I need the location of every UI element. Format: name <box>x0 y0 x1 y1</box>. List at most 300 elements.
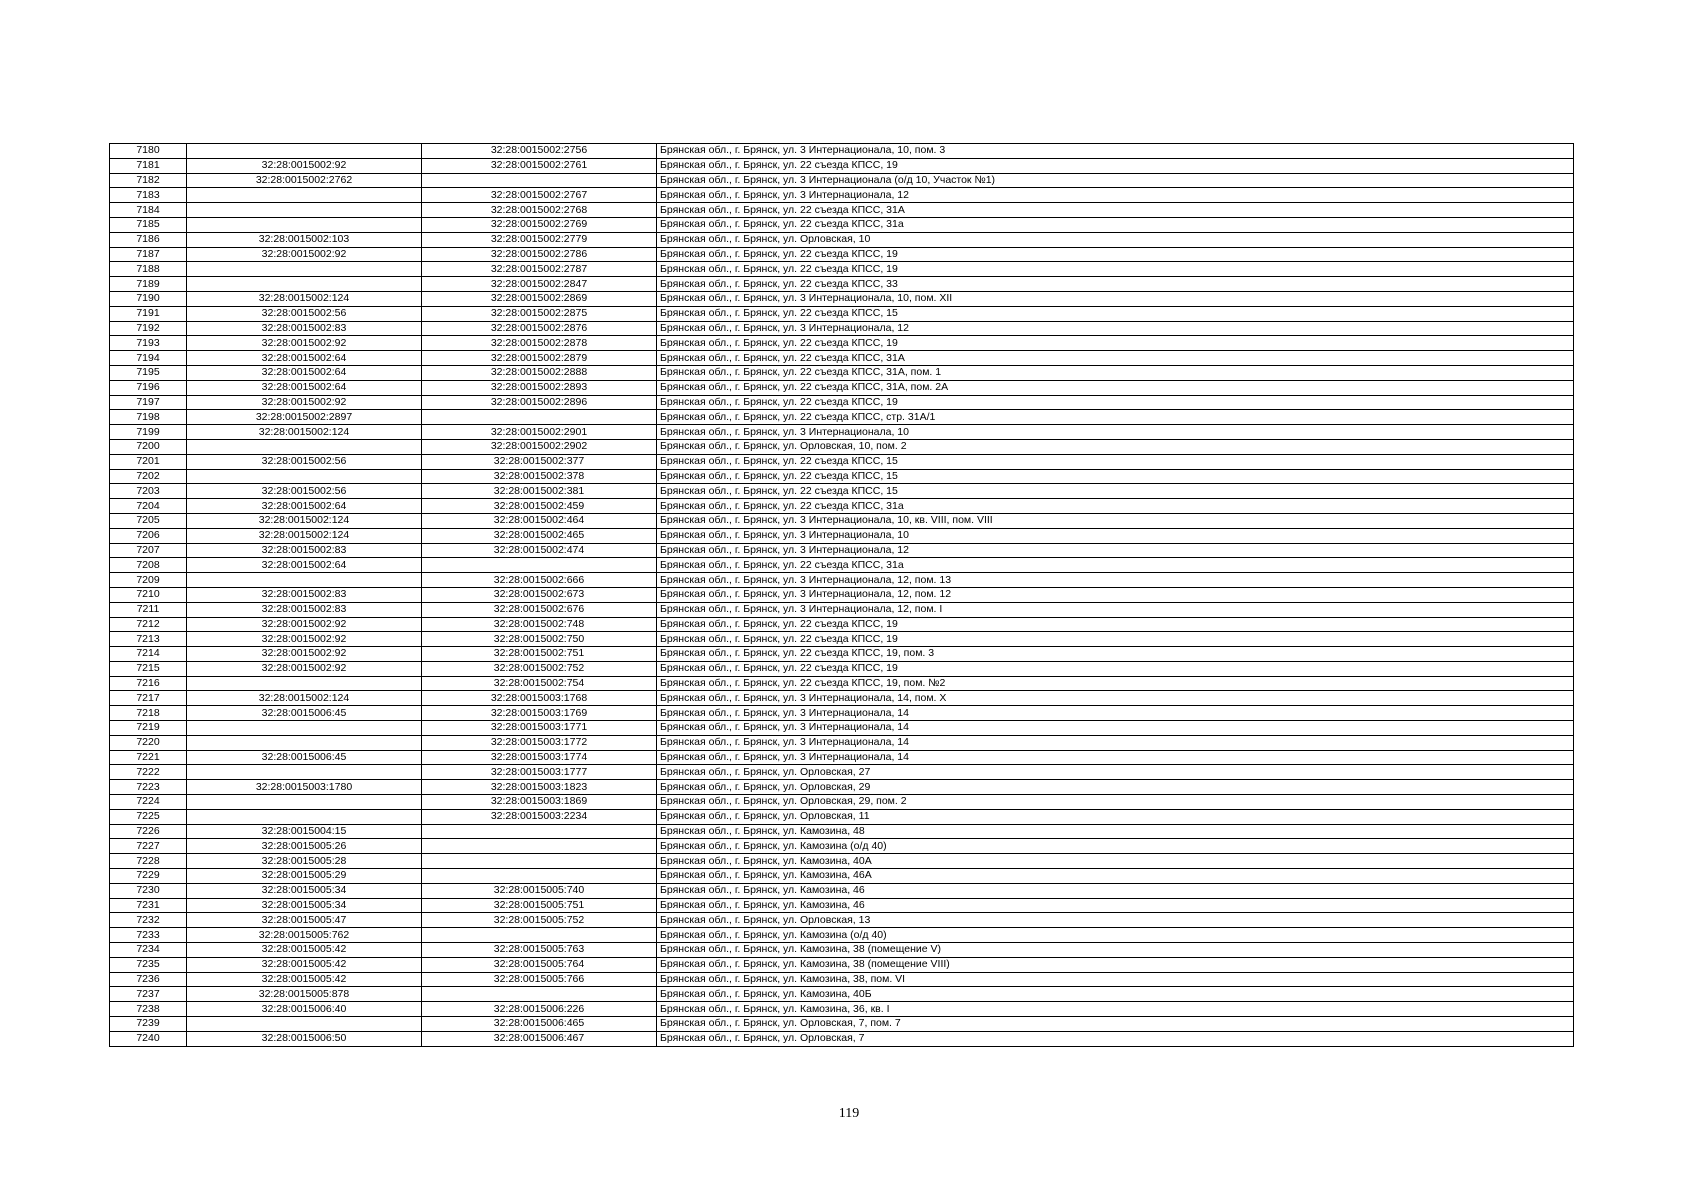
land-parcel-number-cell: 32:28:0015006:50 <box>187 1031 422 1046</box>
table-row <box>110 869 1574 884</box>
address-cell: Брянская обл., г. Брянск, ул. 3 Интернационала, 12 <box>657 188 1574 203</box>
land-parcel-number-cell: 32:28:0015006:45 <box>187 706 422 721</box>
table-row <box>110 750 1574 765</box>
address-cell: Брянская обл., г. Брянск, ул. 3 Интернационала, 12 <box>657 543 1574 558</box>
land-parcel-number-cell: 32:28:0015005:47 <box>187 913 422 928</box>
address-cell: Брянская обл., г. Брянск, ул. 22 съезда КПСС, 19, пом. №2 <box>657 676 1574 691</box>
table-row <box>110 587 1574 602</box>
address-cell: Брянская обл., г. Брянск, ул. 3 Интернационала, 14 <box>657 721 1574 736</box>
row-number-cell: 7194 <box>110 351 187 366</box>
building-number-cell <box>422 839 657 854</box>
land-parcel-number-cell: 32:28:0015002:92 <box>187 632 422 647</box>
address-cell: Брянская обл., г. Брянск, ул. 22 съезда КПСС, 31А, пом. 1 <box>657 365 1574 380</box>
table-row <box>110 425 1574 440</box>
table-row <box>110 158 1574 173</box>
row-number-cell: 7185 <box>110 217 187 232</box>
table-row <box>110 217 1574 232</box>
land-parcel-number-cell: 32:28:0015005:28 <box>187 854 422 869</box>
row-number-cell: 7206 <box>110 528 187 543</box>
table-row <box>110 188 1574 203</box>
row-number-cell: 7219 <box>110 721 187 736</box>
address-cell: Брянская обл., г. Брянск, ул. Камозина, 40А <box>657 854 1574 869</box>
building-number-cell: 32:28:0015002:2896 <box>422 395 657 410</box>
land-parcel-number-cell: 32:28:0015005:34 <box>187 898 422 913</box>
land-parcel-number-cell: 32:28:0015002:64 <box>187 365 422 380</box>
building-number-cell: 32:28:0015005:764 <box>422 957 657 972</box>
address-cell: Брянская обл., г. Брянск, ул. 3 Интернационала, 12, пом. 12 <box>657 587 1574 602</box>
building-number-cell <box>422 987 657 1002</box>
building-number-cell: 32:28:0015003:1777 <box>422 765 657 780</box>
land-parcel-number-cell: 32:28:0015002:124 <box>187 513 422 528</box>
row-number-cell: 7237 <box>110 987 187 1002</box>
address-cell: Брянская обл., г. Брянск, ул. 22 съезда КПСС, 31А <box>657 351 1574 366</box>
table-row <box>110 617 1574 632</box>
address-cell: Брянская обл., г. Брянск, ул. 22 съезда КПСС, 31а <box>657 558 1574 573</box>
building-number-cell: 32:28:0015002:2869 <box>422 291 657 306</box>
building-number-cell: 32:28:0015003:2234 <box>422 809 657 824</box>
address-cell: Брянская обл., г. Брянск, ул. Орловская, 13 <box>657 913 1574 928</box>
land-parcel-number-cell: 32:28:0015005:878 <box>187 987 422 1002</box>
building-number-cell: 32:28:0015002:2768 <box>422 203 657 218</box>
building-number-cell: 32:28:0015003:1772 <box>422 735 657 750</box>
address-cell: Брянская обл., г. Брянск, ул. 22 съезда КПСС, 19 <box>657 632 1574 647</box>
building-number-cell <box>422 854 657 869</box>
row-number-cell: 7180 <box>110 144 187 159</box>
land-parcel-number-cell: 32:28:0015002:83 <box>187 543 422 558</box>
address-cell: Брянская обл., г. Брянск, ул. Орловская, 29, пом. 2 <box>657 795 1574 810</box>
table-row <box>110 824 1574 839</box>
row-number-cell: 7203 <box>110 484 187 499</box>
table-row <box>110 809 1574 824</box>
table-body <box>110 144 1574 1047</box>
building-number-cell: 32:28:0015005:751 <box>422 898 657 913</box>
land-parcel-number-cell: 32:28:0015005:29 <box>187 869 422 884</box>
address-cell: Брянская обл., г. Брянск, ул. Орловская, 11 <box>657 809 1574 824</box>
table-row <box>110 765 1574 780</box>
building-number-cell <box>422 410 657 425</box>
building-number-cell: 32:28:0015002:750 <box>422 632 657 647</box>
building-number-cell: 32:28:0015002:464 <box>422 513 657 528</box>
land-parcel-number-cell <box>187 765 422 780</box>
building-number-cell: 32:28:0015002:378 <box>422 469 657 484</box>
table-row <box>110 1031 1574 1046</box>
address-cell: Брянская обл., г. Брянск, ул. 22 съезда КПСС, 15 <box>657 469 1574 484</box>
table-row <box>110 706 1574 721</box>
table-row <box>110 351 1574 366</box>
land-parcel-number-cell <box>187 469 422 484</box>
row-number-cell: 7181 <box>110 158 187 173</box>
address-cell: Брянская обл., г. Брянск, ул. 22 съезда КПСС, 15 <box>657 484 1574 499</box>
land-parcel-number-cell <box>187 1017 422 1032</box>
row-number-cell: 7202 <box>110 469 187 484</box>
table-row <box>110 972 1574 987</box>
table-row <box>110 780 1574 795</box>
building-number-cell: 32:28:0015003:1869 <box>422 795 657 810</box>
address-cell: Брянская обл., г. Брянск, ул. 22 съезда КПСС, 19 <box>657 617 1574 632</box>
table-row <box>110 839 1574 854</box>
land-parcel-number-cell: 32:28:0015002:92 <box>187 395 422 410</box>
building-number-cell: 32:28:0015002:2787 <box>422 262 657 277</box>
row-number-cell: 7200 <box>110 439 187 454</box>
building-number-cell: 32:28:0015002:676 <box>422 602 657 617</box>
building-number-cell: 32:28:0015003:1823 <box>422 780 657 795</box>
table-row <box>110 721 1574 736</box>
address-cell: Брянская обл., г. Брянск, ул. 22 съезда КПСС, 19 <box>657 158 1574 173</box>
table-row <box>110 543 1574 558</box>
table-row <box>110 454 1574 469</box>
land-parcel-number-cell: 32:28:0015005:34 <box>187 883 422 898</box>
cadastral-table <box>109 143 1574 1047</box>
address-cell: Брянская обл., г. Брянск, ул. 3 Интернационала, 10, пом. 3 <box>657 144 1574 159</box>
table-row <box>110 987 1574 1002</box>
address-cell: Брянская обл., г. Брянск, ул. 22 съезда КПСС, 19 <box>657 395 1574 410</box>
address-cell: Брянская обл., г. Брянск, ул. 22 съезда КПСС, 19 <box>657 336 1574 351</box>
land-parcel-number-cell: 32:28:0015003:1780 <box>187 780 422 795</box>
address-cell: Брянская обл., г. Брянск, ул. Камозина (о/д 40) <box>657 928 1574 943</box>
row-number-cell: 7183 <box>110 188 187 203</box>
land-parcel-number-cell <box>187 439 422 454</box>
row-number-cell: 7220 <box>110 735 187 750</box>
land-parcel-number-cell: 32:28:0015002:2762 <box>187 173 422 188</box>
land-parcel-number-cell: 32:28:0015002:92 <box>187 247 422 262</box>
land-parcel-number-cell: 32:28:0015002:83 <box>187 587 422 602</box>
building-number-cell: 32:28:0015005:752 <box>422 913 657 928</box>
row-number-cell: 7214 <box>110 647 187 662</box>
address-cell: Брянская обл., г. Брянск, ул. 3 Интернационала, 12, пом. 13 <box>657 573 1574 588</box>
building-number-cell: 32:28:0015002:377 <box>422 454 657 469</box>
address-cell: Брянская обл., г. Брянск, ул. 22 съезда КПСС, стр. 31А/1 <box>657 410 1574 425</box>
table-row <box>110 602 1574 617</box>
land-parcel-number-cell: 32:28:0015002:64 <box>187 558 422 573</box>
land-parcel-number-cell: 32:28:0015002:92 <box>187 617 422 632</box>
row-number-cell: 7187 <box>110 247 187 262</box>
table-row <box>110 854 1574 869</box>
land-parcel-number-cell: 32:28:0015006:45 <box>187 750 422 765</box>
land-parcel-number-cell: 32:28:0015002:124 <box>187 691 422 706</box>
table-row <box>110 735 1574 750</box>
table-row <box>110 647 1574 662</box>
building-number-cell: 32:28:0015002:474 <box>422 543 657 558</box>
address-cell: Брянская обл., г. Брянск, ул. 3 Интернационала, 10 <box>657 528 1574 543</box>
building-number-cell: 32:28:0015006:467 <box>422 1031 657 1046</box>
building-number-cell: 32:28:0015002:2876 <box>422 321 657 336</box>
table-row <box>110 632 1574 647</box>
building-number-cell: 32:28:0015005:763 <box>422 943 657 958</box>
land-parcel-number-cell: 32:28:0015005:42 <box>187 943 422 958</box>
building-number-cell <box>422 869 657 884</box>
building-number-cell: 32:28:0015002:666 <box>422 573 657 588</box>
land-parcel-number-cell: 32:28:0015002:56 <box>187 306 422 321</box>
row-number-cell: 7188 <box>110 262 187 277</box>
building-number-cell: 32:28:0015002:381 <box>422 484 657 499</box>
row-number-cell: 7213 <box>110 632 187 647</box>
land-parcel-number-cell: 32:28:0015005:26 <box>187 839 422 854</box>
address-cell: Брянская обл., г. Брянск, ул. 3 Интернационала, 14, пом. X <box>657 691 1574 706</box>
building-number-cell: 32:28:0015002:459 <box>422 499 657 514</box>
land-parcel-number-cell <box>187 573 422 588</box>
land-parcel-number-cell: 32:28:0015002:124 <box>187 425 422 440</box>
row-number-cell: 7227 <box>110 839 187 854</box>
row-number-cell: 7184 <box>110 203 187 218</box>
land-parcel-number-cell <box>187 277 422 292</box>
land-parcel-number-cell: 32:28:0015005:42 <box>187 972 422 987</box>
land-parcel-number-cell <box>187 809 422 824</box>
table-row <box>110 957 1574 972</box>
address-cell: Брянская обл., г. Брянск, ул. 3 Интернационала (о/д 10, Участок №1) <box>657 173 1574 188</box>
table-row <box>110 1002 1574 1017</box>
building-number-cell: 32:28:0015003:1769 <box>422 706 657 721</box>
row-number-cell: 7238 <box>110 1002 187 1017</box>
address-cell: Брянская обл., г. Брянск, ул. 3 Интернационала, 12 <box>657 321 1574 336</box>
building-number-cell: 32:28:0015002:2902 <box>422 439 657 454</box>
land-parcel-number-cell: 32:28:0015002:83 <box>187 321 422 336</box>
building-number-cell: 32:28:0015002:2888 <box>422 365 657 380</box>
address-cell: Брянская обл., г. Брянск, ул. 3 Интернационала, 10 <box>657 425 1574 440</box>
row-number-cell: 7207 <box>110 543 187 558</box>
address-cell: Брянская обл., г. Брянск, ул. 22 съезда КПСС, 15 <box>657 454 1574 469</box>
building-number-cell: 32:28:0015002:751 <box>422 647 657 662</box>
address-cell: Брянская обл., г. Брянск, ул. 22 съезда КПСС, 31А <box>657 203 1574 218</box>
land-parcel-number-cell <box>187 217 422 232</box>
table-row <box>110 410 1574 425</box>
address-cell: Брянская обл., г. Брянск, ул. 3 Интернационала, 10, кв. VIII, пом. VIII <box>657 513 1574 528</box>
row-number-cell: 7229 <box>110 869 187 884</box>
row-number-cell: 7193 <box>110 336 187 351</box>
address-cell: Брянская обл., г. Брянск, ул. Орловская, 7, пом. 7 <box>657 1017 1574 1032</box>
row-number-cell: 7210 <box>110 587 187 602</box>
land-parcel-number-cell: 32:28:0015002:124 <box>187 291 422 306</box>
address-cell: Брянская обл., г. Брянск, ул. 22 съезда КПСС, 19, пом. 3 <box>657 647 1574 662</box>
address-cell: Брянская обл., г. Брянск, ул. 22 съезда КПСС, 33 <box>657 277 1574 292</box>
row-number-cell: 7208 <box>110 558 187 573</box>
row-number-cell: 7240 <box>110 1031 187 1046</box>
table-row <box>110 913 1574 928</box>
building-number-cell: 32:28:0015005:740 <box>422 883 657 898</box>
row-number-cell: 7233 <box>110 928 187 943</box>
address-cell: Брянская обл., г. Брянск, ул. 3 Интернационала, 14 <box>657 735 1574 750</box>
building-number-cell: 32:28:0015002:2786 <box>422 247 657 262</box>
address-cell: Брянская обл., г. Брянск, ул. 22 съезда КПСС, 31а <box>657 499 1574 514</box>
address-cell: Брянская обл., г. Брянск, ул. 22 съезда КПСС, 19 <box>657 262 1574 277</box>
address-cell: Брянская обл., г. Брянск, ул. Камозина, 40Б <box>657 987 1574 1002</box>
building-number-cell: 32:28:0015002:2767 <box>422 188 657 203</box>
table-row <box>110 380 1574 395</box>
building-number-cell: 32:28:0015005:766 <box>422 972 657 987</box>
address-cell: Брянская обл., г. Брянск, ул. 22 съезда КПСС, 19 <box>657 247 1574 262</box>
building-number-cell <box>422 173 657 188</box>
page-number: 119 <box>838 1106 860 1121</box>
row-number-cell: 7182 <box>110 173 187 188</box>
address-cell: Брянская обл., г. Брянск, ул. Камозина, 38, пом. VI <box>657 972 1574 987</box>
row-number-cell: 7225 <box>110 809 187 824</box>
table-row <box>110 173 1574 188</box>
row-number-cell: 7205 <box>110 513 187 528</box>
land-parcel-number-cell: 32:28:0015002:103 <box>187 232 422 247</box>
row-number-cell: 7221 <box>110 750 187 765</box>
building-number-cell: 32:28:0015002:2847 <box>422 277 657 292</box>
address-cell: Брянская обл., г. Брянск, ул. Орловская, 10 <box>657 232 1574 247</box>
building-number-cell: 32:28:0015002:673 <box>422 587 657 602</box>
address-cell: Брянская обл., г. Брянск, ул. Камозина, 38 (помещение V) <box>657 943 1574 958</box>
address-cell: Брянская обл., г. Брянск, ул. 3 Интернационала, 14 <box>657 750 1574 765</box>
table-row <box>110 469 1574 484</box>
table-row <box>110 676 1574 691</box>
building-number-cell: 32:28:0015002:2901 <box>422 425 657 440</box>
land-parcel-number-cell: 32:28:0015002:64 <box>187 499 422 514</box>
address-cell: Брянская обл., г. Брянск, ул. 22 съезда КПСС, 15 <box>657 306 1574 321</box>
table-row <box>110 528 1574 543</box>
row-number-cell: 7186 <box>110 232 187 247</box>
building-number-cell: 32:28:0015002:2756 <box>422 144 657 159</box>
address-cell: Брянская обл., г. Брянск, ул. 3 Интернационала, 14 <box>657 706 1574 721</box>
address-cell: Брянская обл., г. Брянск, ул. Орловская, 29 <box>657 780 1574 795</box>
building-number-cell: 32:28:0015002:752 <box>422 661 657 676</box>
address-cell: Брянская обл., г. Брянск, ул. Орловская, 10, пом. 2 <box>657 439 1574 454</box>
land-parcel-number-cell: 32:28:0015002:56 <box>187 454 422 469</box>
table-row <box>110 291 1574 306</box>
row-number-cell: 7228 <box>110 854 187 869</box>
table-row <box>110 144 1574 159</box>
row-number-cell: 7235 <box>110 957 187 972</box>
row-number-cell: 7211 <box>110 602 187 617</box>
building-number-cell: 32:28:0015002:2769 <box>422 217 657 232</box>
land-parcel-number-cell: 32:28:0015005:42 <box>187 957 422 972</box>
table-row <box>110 336 1574 351</box>
row-number-cell: 7196 <box>110 380 187 395</box>
address-cell: Брянская обл., г. Брянск, ул. 22 съезда КПСС, 31А, пом. 2А <box>657 380 1574 395</box>
building-number-cell: 32:28:0015002:2893 <box>422 380 657 395</box>
table-row <box>110 513 1574 528</box>
land-parcel-number-cell: 32:28:0015006:40 <box>187 1002 422 1017</box>
table-row <box>110 247 1574 262</box>
building-number-cell <box>422 824 657 839</box>
address-cell: Брянская обл., г. Брянск, ул. Орловская, 27 <box>657 765 1574 780</box>
row-number-cell: 7232 <box>110 913 187 928</box>
table-row <box>110 499 1574 514</box>
row-number-cell: 7230 <box>110 883 187 898</box>
address-cell: Брянская обл., г. Брянск, ул. Камозина, 46 <box>657 883 1574 898</box>
table-row <box>110 321 1574 336</box>
table-row <box>110 484 1574 499</box>
building-number-cell: 32:28:0015002:2879 <box>422 351 657 366</box>
land-parcel-number-cell <box>187 203 422 218</box>
row-number-cell: 7223 <box>110 780 187 795</box>
row-number-cell: 7198 <box>110 410 187 425</box>
land-parcel-number-cell <box>187 676 422 691</box>
table-row <box>110 943 1574 958</box>
land-parcel-number-cell <box>187 735 422 750</box>
row-number-cell: 7218 <box>110 706 187 721</box>
land-parcel-number-cell: 32:28:0015004:15 <box>187 824 422 839</box>
row-number-cell: 7204 <box>110 499 187 514</box>
row-number-cell: 7234 <box>110 943 187 958</box>
address-cell: Брянская обл., г. Брянск, ул. 22 съезда КПСС, 31а <box>657 217 1574 232</box>
row-number-cell: 7197 <box>110 395 187 410</box>
land-parcel-number-cell <box>187 262 422 277</box>
row-number-cell: 7192 <box>110 321 187 336</box>
table-row <box>110 898 1574 913</box>
row-number-cell: 7189 <box>110 277 187 292</box>
row-number-cell: 7231 <box>110 898 187 913</box>
row-number-cell: 7195 <box>110 365 187 380</box>
row-number-cell: 7190 <box>110 291 187 306</box>
building-number-cell <box>422 558 657 573</box>
table-row <box>110 795 1574 810</box>
address-cell: Брянская обл., г. Брянск, ул. Камозина (о/д 40) <box>657 839 1574 854</box>
table-row <box>110 203 1574 218</box>
land-parcel-number-cell <box>187 795 422 810</box>
row-number-cell: 7215 <box>110 661 187 676</box>
row-number-cell: 7201 <box>110 454 187 469</box>
address-cell: Брянская обл., г. Брянск, ул. Камозина, 48 <box>657 824 1574 839</box>
table-row <box>110 573 1574 588</box>
table-row <box>110 277 1574 292</box>
building-number-cell: 32:28:0015002:465 <box>422 528 657 543</box>
table-row <box>110 232 1574 247</box>
building-number-cell: 32:28:0015002:2779 <box>422 232 657 247</box>
table-row <box>110 661 1574 676</box>
address-cell: Брянская обл., г. Брянск, ул. Камозина, 46 <box>657 898 1574 913</box>
building-number-cell: 32:28:0015002:2761 <box>422 158 657 173</box>
table-row <box>110 558 1574 573</box>
building-number-cell: 32:28:0015002:748 <box>422 617 657 632</box>
table-row <box>110 306 1574 321</box>
address-cell: Брянская обл., г. Брянск, ул. Камозина, 36, кв. I <box>657 1002 1574 1017</box>
table-row <box>110 262 1574 277</box>
address-cell: Брянская обл., г. Брянск, ул. 22 съезда КПСС, 19 <box>657 661 1574 676</box>
land-parcel-number-cell: 32:28:0015002:83 <box>187 602 422 617</box>
building-number-cell <box>422 928 657 943</box>
land-parcel-number-cell: 32:28:0015002:64 <box>187 380 422 395</box>
land-parcel-number-cell: 32:28:0015002:92 <box>187 647 422 662</box>
building-number-cell: 32:28:0015002:2875 <box>422 306 657 321</box>
table-row <box>110 365 1574 380</box>
building-number-cell: 32:28:0015003:1774 <box>422 750 657 765</box>
land-parcel-number-cell: 32:28:0015002:92 <box>187 336 422 351</box>
row-number-cell: 7209 <box>110 573 187 588</box>
land-parcel-number-cell: 32:28:0015002:92 <box>187 158 422 173</box>
table-row <box>110 883 1574 898</box>
address-cell: Брянская обл., г. Брянск, ул. Камозина, 38 (помещение VIII) <box>657 957 1574 972</box>
table-row <box>110 1017 1574 1032</box>
land-parcel-number-cell <box>187 144 422 159</box>
building-number-cell: 32:28:0015003:1771 <box>422 721 657 736</box>
row-number-cell: 7217 <box>110 691 187 706</box>
row-number-cell: 7222 <box>110 765 187 780</box>
building-number-cell: 32:28:0015002:754 <box>422 676 657 691</box>
land-parcel-number-cell: 32:28:0015002:92 <box>187 661 422 676</box>
land-parcel-number-cell: 32:28:0015002:64 <box>187 351 422 366</box>
land-parcel-number-cell <box>187 188 422 203</box>
building-number-cell: 32:28:0015002:2878 <box>422 336 657 351</box>
land-parcel-number-cell: 32:28:0015002:56 <box>187 484 422 499</box>
table-row <box>110 691 1574 706</box>
address-cell: Брянская обл., г. Брянск, ул. 3 Интернационала, 12, пом. I <box>657 602 1574 617</box>
building-number-cell: 32:28:0015006:226 <box>422 1002 657 1017</box>
row-number-cell: 7212 <box>110 617 187 632</box>
land-parcel-number-cell <box>187 721 422 736</box>
row-number-cell: 7191 <box>110 306 187 321</box>
address-cell: Брянская обл., г. Брянск, ул. Орловская, 7 <box>657 1031 1574 1046</box>
table-row <box>110 928 1574 943</box>
table-row <box>110 395 1574 410</box>
row-number-cell: 7226 <box>110 824 187 839</box>
row-number-cell: 7236 <box>110 972 187 987</box>
building-number-cell: 32:28:0015006:465 <box>422 1017 657 1032</box>
row-number-cell: 7224 <box>110 795 187 810</box>
row-number-cell: 7199 <box>110 425 187 440</box>
address-cell: Брянская обл., г. Брянск, ул. Камозина, 46А <box>657 869 1574 884</box>
